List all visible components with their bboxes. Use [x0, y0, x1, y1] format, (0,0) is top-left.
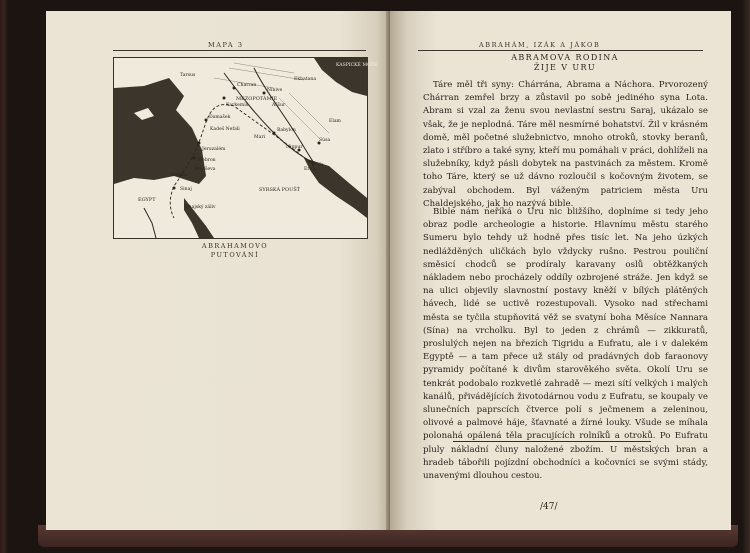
paragraph-2: Bible nám neříká o Uru nic bližšího, doplníme si tedy jeho obraz podle archeologie a historie. Hlavnímu městu starého Sumeru bylo tehdy už hodně přes tisíc let. Na jeho úzkých nedlážděných uličkách bylo vždycky rušno. Pestrou pouliční směsicí chodců se prodíraly karavany oslů obtěžkaných nákladem nebo procházely oddíly ozbrojené stráže. Jen když se na ulici objevily slavnostní postavy kněží v bílých plátěných hávech, lidé se uctivě rozestupovali. Vysoko nad střechami města se tyčila stupňovitá věž se svatyní boha Měsíce Nannara (Sína) na vrcholku. Byl to jeden z chrámů — zikkuratů, proslulých nejen na březích Tigridu a Eufratu, ale i v dalekém Egyptě — a tam přece už stály od pradávných dob faraonovy pyramidy počítané k divům starověkého světa. Okolí Uru se tenkrát podobalo rozkvetlé zahradě — mezi sítí velkých i malých kanálů, přivádějících životodárnou vodu z Eufratu, se koupaly ve slunečních paprscích čtverce polí s ječmenem a zeleninou, olivové a palmové háje, šťavnaté a žírné louky. Všude se míhala polonahá opálená těla pracujících rolníků a otroků. Po Eufratu pluly nákladní čluny naložené zbožím. U městských bran a hradeb tábořili pojízdní obchodníci a kočovníci se svými stády, unavenými dlouhou cestou.: [423, 207, 708, 482]
map-caption-line-1: ABRAHAMOVO: [201, 242, 269, 250]
left-running-head: MAPA 3: [208, 41, 244, 49]
map-label-sinaj: Sinaj: [180, 187, 192, 192]
right-header-rule: [418, 50, 703, 51]
mediterranean-sea: [114, 78, 206, 184]
map-label-babylon: Babylon: [277, 128, 296, 133]
map-label-ur: Ur: [317, 163, 324, 168]
map-label-assur: Aššur: [272, 103, 286, 108]
map-caption-line-2: PUTOVÁNÍ: [210, 251, 260, 259]
map-label-karkemis: Karkemiš: [226, 103, 249, 108]
map-label-beersheba: Beerševa: [194, 167, 216, 172]
paragraph-1: Táre měl tři syny: Chárrána, Abrama a Náchora. Prvorozený Chárran zemřel brzy a zůstavil po sobě jediného syna Lota. Abram si vzal za ženu svou nevlastní sestru Saraj, ukázalo se však, že je neplodná. Táre měl nesmírné bohatství. Žil v krásném domě, měl početné služebnictvo, mnoho otroků, stovky beranů, zlato i stříbro a také syny, kteří mu pomáhali v práci, dohlíželi na služebníky, když pásli dobytek na pastvinách za městem. Kromě toho Táre, který se už dávno rozloučil s kočovným životem, se zabýval obchodem. Byl váženým patriciem města Uru Chaldejského, jak ho nazývá bible.: [423, 80, 708, 209]
pencil-underline: [453, 441, 651, 442]
chapter-title-line-1: ABRAMOVA RODINA: [511, 53, 619, 62]
map-label-mesopotamia: MEZOPOTÁMIE: [236, 96, 278, 102]
map-label-damasek: Damašek: [209, 115, 231, 120]
right-running-head: ABRAHÁM, IZÁK A JÁKOB: [479, 41, 601, 49]
map-label-sinajsky: Sinajský záliv: [184, 205, 216, 210]
nile-river: [144, 208, 156, 238]
map-label-nippur: Nippur: [286, 145, 303, 150]
map-label-caspian: KASPICKÉ MOŘE: [336, 63, 378, 68]
map-label-tarsus: Tarsus: [180, 73, 196, 78]
map-label-eridu: Eridu: [304, 167, 317, 172]
map-label-hebron: Hebron: [198, 158, 216, 163]
abraham-journey-map: [113, 57, 378, 239]
left-header-rule: [113, 50, 366, 51]
red-sea: [184, 198, 214, 238]
map-label-kades: Kadeš Nefali: [210, 127, 240, 132]
map-label-ninive: Ninive: [267, 88, 283, 93]
chapter-title-line-2: ŽIJE V URU: [533, 63, 597, 72]
map-label-mari: Mari: [254, 135, 266, 140]
map-caption: [190, 242, 280, 260]
map-label-syrian-desert: SYRSKÁ POUŠŤ: [259, 187, 301, 193]
map-drawing: [114, 58, 378, 238]
page-number: /47/: [540, 502, 558, 512]
map-label-elam: Elam: [329, 119, 341, 124]
map-label-charran: Charran: [237, 83, 257, 88]
tigris-river: [254, 68, 317, 163]
map-label-jeruzalem: Jeruzalém: [202, 147, 226, 152]
chapter-title: [420, 53, 710, 73]
map-label-susa: Súsa: [319, 138, 331, 143]
map-label-memfis: Memfis: [170, 173, 188, 178]
map-label-egypt: EGYPT: [138, 197, 156, 203]
map-label-ekbatana: Ekbatana: [294, 77, 317, 82]
